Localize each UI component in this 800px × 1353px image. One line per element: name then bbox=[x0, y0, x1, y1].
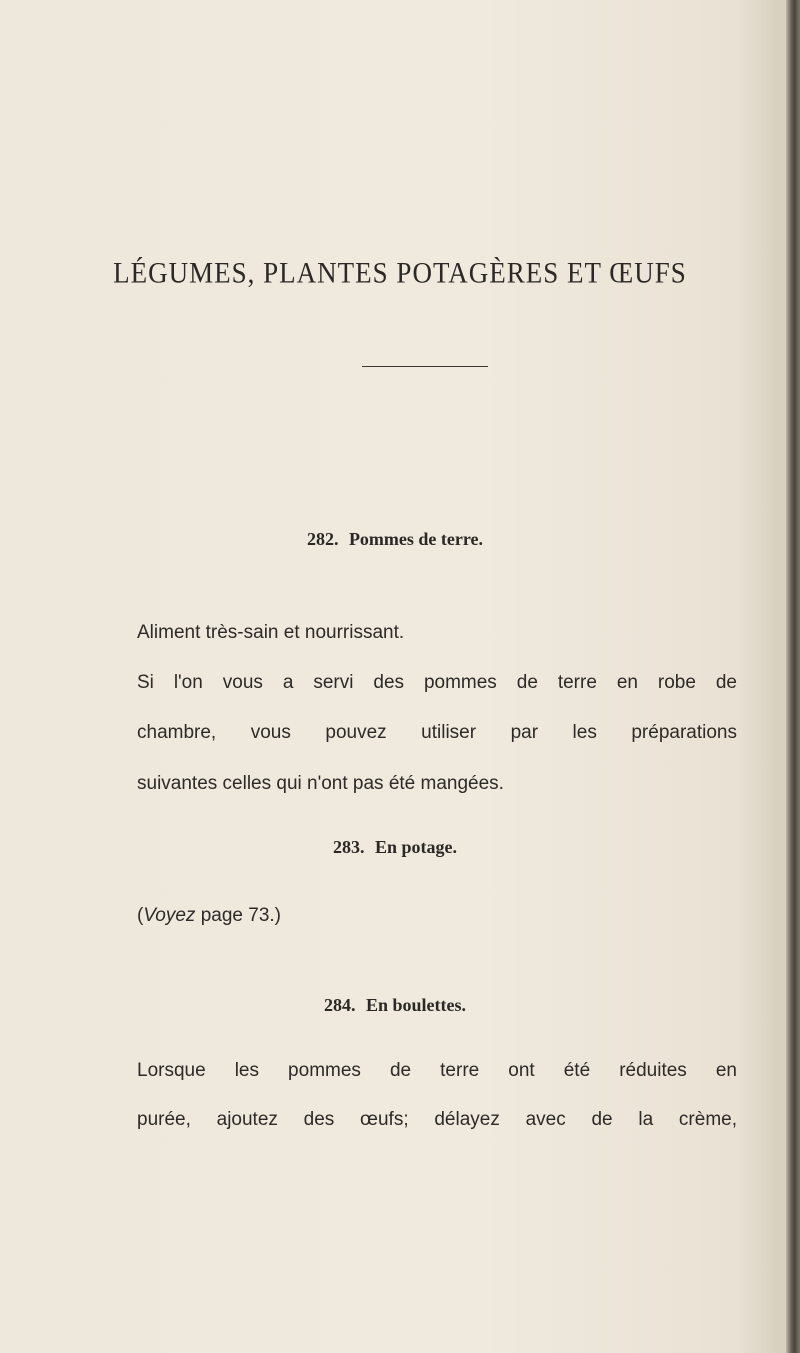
section-heading-283 bbox=[0, 837, 790, 858]
section-heading-282 bbox=[0, 529, 790, 550]
section-number: 284. bbox=[323, 995, 356, 1015]
chapter-title: LÉGUMES, PLANTES POTAGÈRES ET ŒUFS bbox=[113, 256, 687, 290]
reference-italic: Voyez bbox=[143, 905, 196, 926]
title-rule bbox=[362, 366, 488, 367]
section-title: En boulettes. bbox=[365, 995, 466, 1015]
section-title: Pommes de terre. bbox=[348, 529, 484, 549]
section-number: 283. bbox=[332, 837, 365, 857]
paragraph-line: suivantes celles qui n'ont pas été mangées. bbox=[137, 773, 504, 794]
section-heading-284 bbox=[0, 995, 790, 1016]
paragraph-line: Aliment très-sain et nourrissant. bbox=[137, 622, 405, 643]
paragraph-line: Lorsque les pommes de terre ont été réduites en bbox=[137, 1060, 737, 1081]
section-title: En potage. bbox=[374, 837, 457, 857]
page-edge-shadow bbox=[786, 0, 800, 1353]
paragraph-line: purée, ajoutez des œufs; délayez avec de la crème, bbox=[137, 1109, 737, 1130]
reference-open: ( bbox=[137, 905, 144, 926]
paragraph-line: Si l'on vous a servi des pommes de terre en robe de bbox=[137, 672, 737, 693]
paragraph-line: chambre, vous pouvez utiliser par les préparations bbox=[137, 722, 737, 743]
page-reference bbox=[137, 905, 281, 927]
reference-rest: page 73.) bbox=[195, 905, 282, 926]
section-number: 282. bbox=[306, 529, 339, 549]
